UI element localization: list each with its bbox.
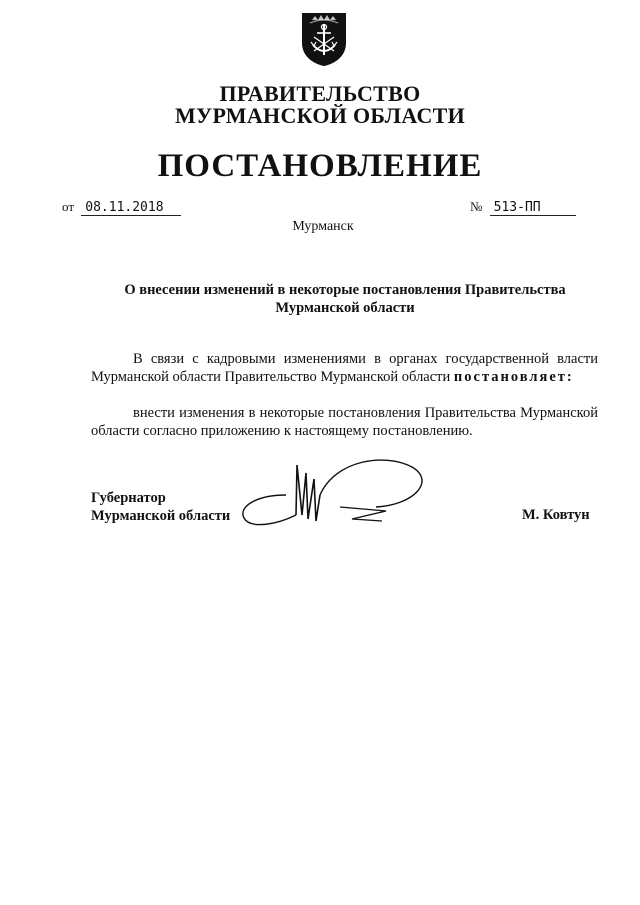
handwritten-signature: [236, 455, 436, 545]
number-value: 513-ПП: [490, 200, 576, 216]
body-paragraph-1: [91, 350, 598, 386]
document-type-title: ПОСТАНОВЛЕНИЕ: [157, 148, 483, 184]
number-prefix: №: [470, 199, 483, 214]
date-prefix: от: [62, 199, 75, 214]
signatory-name: М. Ковтун: [522, 507, 590, 523]
body-paragraph-1-text: В связи с кадровыми изменениями в органах государственной власти Мурманской области Правительство Мурманской области: [91, 351, 598, 385]
document-date: [62, 199, 181, 216]
decree-keyword: постановляет:: [453, 369, 574, 385]
city-name: Мурманск: [292, 219, 354, 234]
signatory-position: [91, 489, 230, 525]
organization-name-line2: МУРМАНСКОЙ ОБЛАСТИ: [174, 103, 466, 128]
date-value: 08.11.2018: [81, 200, 181, 216]
document-number: [470, 199, 576, 216]
organization-name-line1: ПРАВИТЕЛЬСТВО: [219, 81, 421, 106]
signatory-position-line1: Губернатор: [91, 490, 166, 506]
body-paragraph-2: внести изменения в некоторые постановления Правительства Мурманской области согласно приложению к настоящему постановлению.: [91, 405, 598, 439]
signatory-position-line2: Мурманской области: [91, 508, 231, 524]
coat-of-arms-icon: [300, 11, 348, 67]
document-subject: О внесении изменений в некоторые постановления Правительства Мурманской области: [124, 282, 566, 316]
